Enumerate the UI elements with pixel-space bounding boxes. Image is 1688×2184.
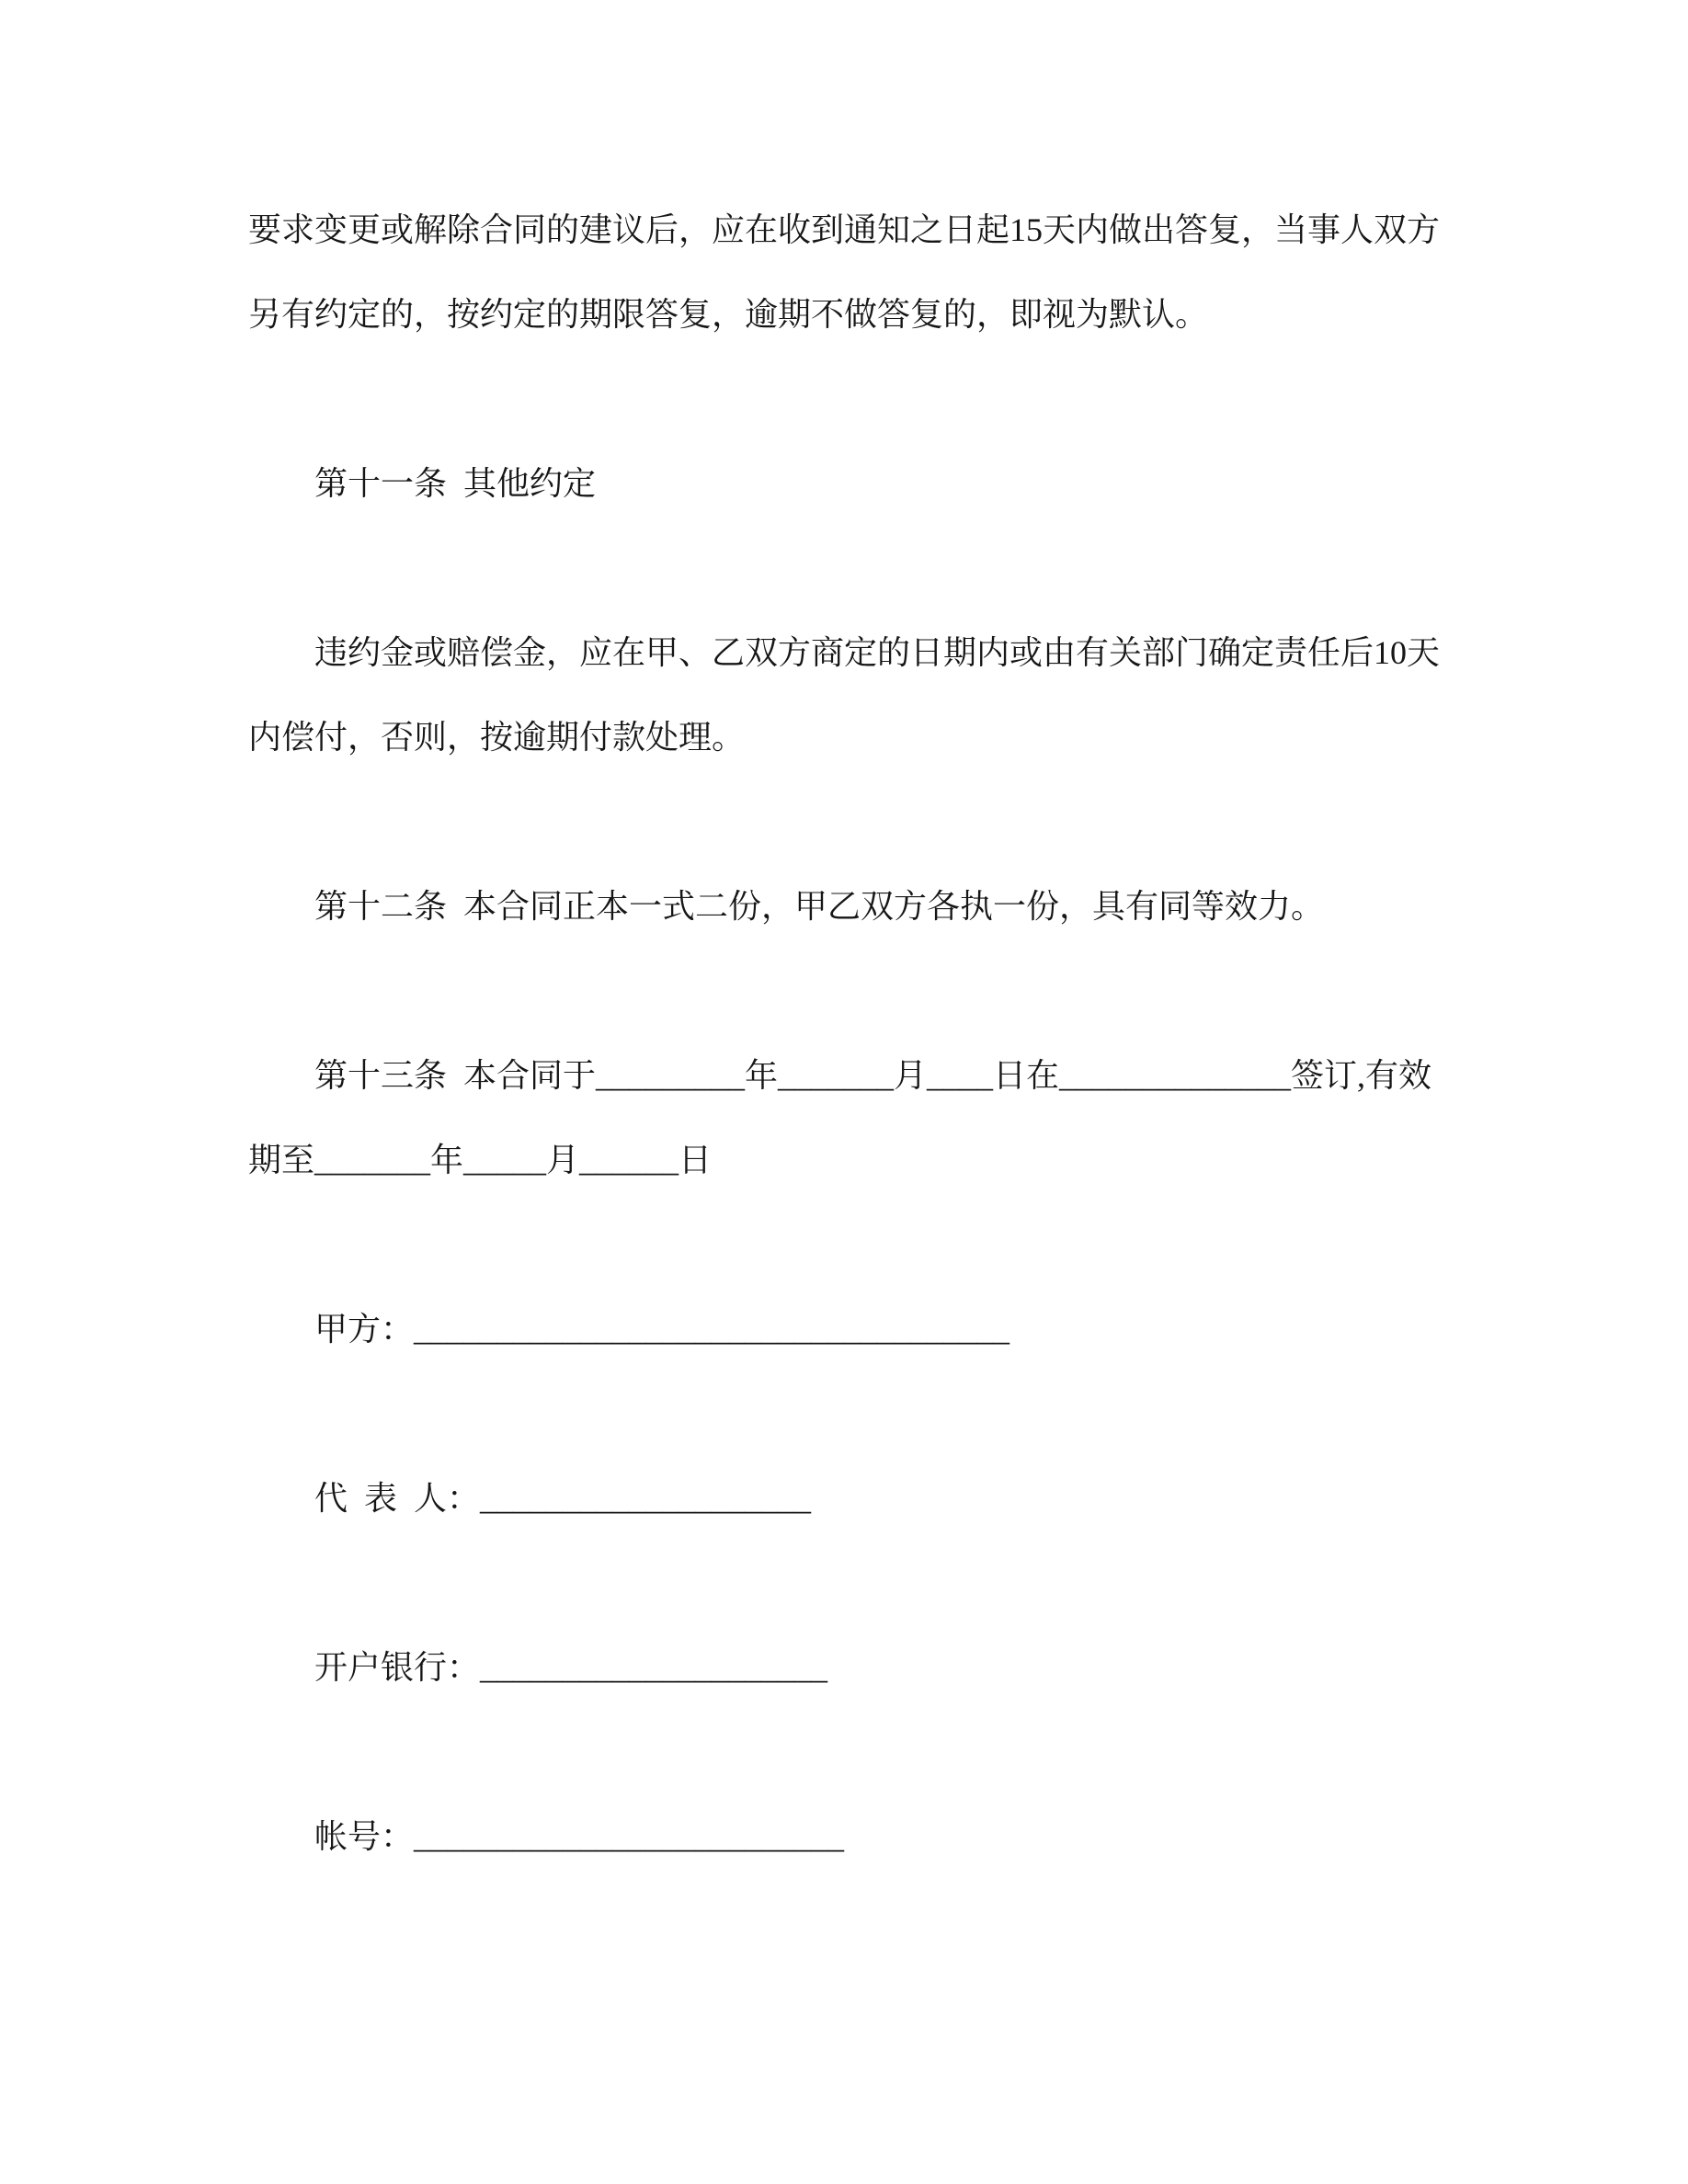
clause-13-line-1: 第十三条 本合同于_________年_______月____日在______________签订,有效	[314, 1057, 1432, 1094]
clause-13-line-2: 期至_______年_____月______日	[248, 1142, 713, 1178]
clause-11-body-line-2: 内偿付，否则，按逾期付款处理。	[248, 719, 746, 756]
clause-reply-terms-line-2: 另有约定的，按约定的期限答复，逾期不做答复的，即视为默认。	[248, 296, 1209, 333]
account-number-line: 帐号：__________________________	[314, 1818, 845, 1855]
clause-11-body-line-1: 违约金或赔偿金，应在甲、乙双方商定的日期内或由有关部门确定责任后10天	[314, 634, 1441, 671]
clause-11-heading: 第十一条 其他约定	[314, 465, 597, 502]
party-a-signature-line: 甲方：____________________________________	[314, 1311, 1010, 1348]
bank-line: 开户银行：_____________________	[314, 1649, 828, 1686]
clause-reply-terms-line-1: 要求变更或解除合同的建议后，应在收到通知之日起15天内做出答复，当事人双方	[248, 211, 1441, 248]
representative-line: 代 表 人：____________________	[314, 1480, 811, 1517]
clause-12-text: 第十二条 本合同正本一式二份，甲乙双方各执一份，具有同等效力。	[314, 888, 1325, 925]
